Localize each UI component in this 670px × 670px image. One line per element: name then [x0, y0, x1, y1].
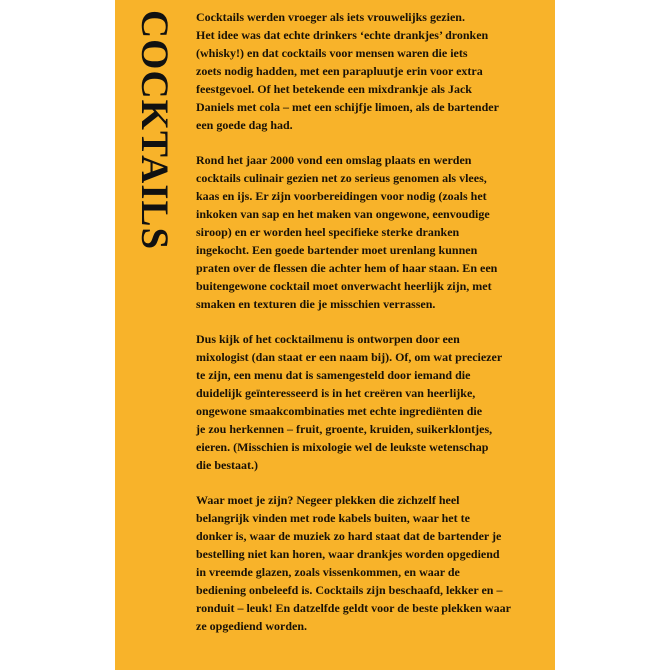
text-line: buitengewone cocktail moet onverwacht heerlijk zijn, met [196, 279, 492, 293]
body-text [196, 8, 540, 652]
text-line: donker is, waar de muziek zo hard staat dat de bartender je [196, 529, 502, 543]
text-line: kaas en ijs. Er zijn voorbereidingen voor nodig (zoals het [196, 189, 487, 203]
text-line: mixologist (dan staat er een naam bij). Of, om wat preciezer [196, 350, 503, 364]
text-line: Dus kijk of het cocktailmenu is ontworpen door een [196, 332, 460, 346]
text-line: inkoken van sap en het maken van ongewone, eenvoudige [196, 207, 490, 221]
text-line: die bestaat.) [196, 458, 258, 472]
text-line: bediening onbeleefd is. Cocktails zijn beschaafd, lekker en – [196, 583, 503, 597]
text-line: Waar moet je zijn? Negeer plekken die zichzelf heel [196, 493, 460, 507]
text-line: in vreemde glazen, zoals vissenkommen, en waar de [196, 565, 460, 579]
text-line: belangrijk vinden met rode kabels buiten, waar het te [196, 511, 470, 525]
text-line: bestelling niet kan horen, waar drankjes worden opgediend [196, 547, 500, 561]
paragraph [196, 8, 540, 134]
text-line: ronduit – leuk! En datzelfde geldt voor de beste plekken waar [196, 601, 511, 615]
text-line: cocktails culinair gezien net zo serieus genomen als vlees, [196, 171, 487, 185]
text-line: siroop) en er worden heel specifieke sterke dranken [196, 225, 460, 239]
text-line: (whisky!) en dat cocktails voor mensen waren die iets [196, 46, 468, 60]
paragraph [196, 151, 540, 313]
text-line: duidelijk geïnteresseerd is in het creëren van heerlijke, [196, 386, 476, 400]
text-line: feestgevoel. Of het betekende een mixdrankje als Jack [196, 82, 472, 96]
text-line: Daniels met cola – met een schijfje limoen, als de bartender [196, 100, 499, 114]
text-line: ongewone smaakcombinaties met echte ingrediënten die [196, 404, 483, 418]
text-line: een goede dag had. [196, 118, 293, 132]
paragraph [196, 491, 540, 635]
text-line: je zou herkennen – fruit, groente, kruiden, suikerklontjes, [196, 422, 493, 436]
text-line: ingekocht. Een goede bartender moet urenlang kunnen [196, 243, 478, 257]
paragraph [196, 330, 540, 474]
page-title: COCKTAILS [133, 10, 176, 251]
text-line: ze opgediend worden. [196, 619, 307, 633]
text-line: zoets nodig hadden, met een parapluutje erin voor extra [196, 64, 483, 78]
text-line: praten over de flessen die achter hem of haar staan. En een [196, 261, 498, 275]
text-line: Het idee was dat echte drinkers ‘echte drankjes’ dronken [196, 28, 489, 42]
text-line: Cocktails werden vroeger als iets vrouwelijks gezien. [196, 10, 465, 24]
text-line: smaken en texturen die je misschien verrassen. [196, 297, 436, 311]
text-line: eieren. (Misschien is mixologie wel de leukste wetenschap [196, 440, 489, 454]
text-line: Rond het jaar 2000 vond een omslag plaats en werden [196, 153, 472, 167]
text-line: te zijn, een menu dat is samengesteld door iemand die [196, 368, 471, 382]
